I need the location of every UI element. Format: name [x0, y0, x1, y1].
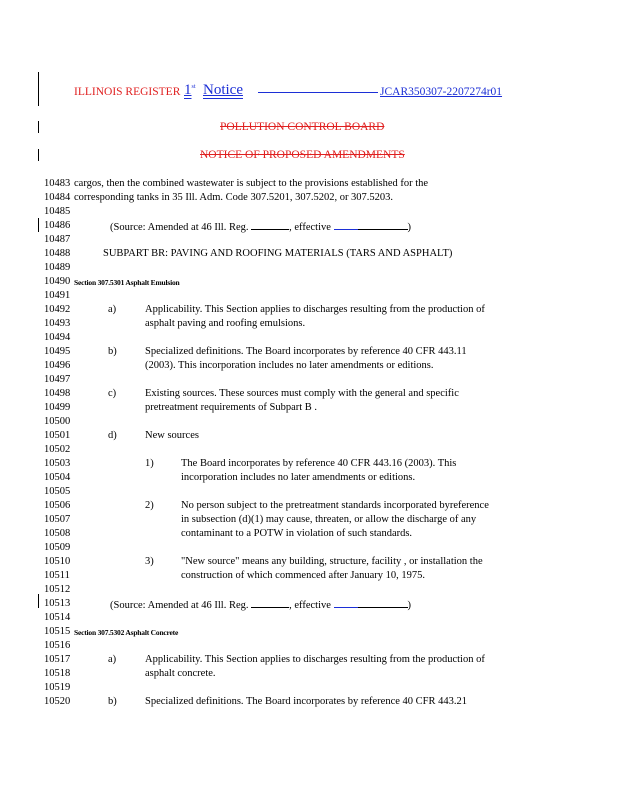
body-text: Specialized definitions. The Board incorporates by reference 40 CFR 443.21 [145, 696, 468, 707]
line-number: 10499 [44, 402, 71, 413]
line-number: 10501 [44, 430, 71, 441]
notice-title: NOTICE OF PROPOSED AMENDMENTS [200, 149, 405, 161]
line-number: 10486 [44, 220, 71, 231]
line-number: 10506 [44, 500, 71, 511]
list-label: c) [108, 388, 117, 399]
line-number: 10516 [44, 640, 71, 651]
effective-blank [334, 219, 358, 230]
body-text: "New source" means any building, structure, facility , or installation the [181, 556, 483, 567]
body-text: (2003). This incorporation includes no later amendments or editions. [145, 360, 434, 371]
line-number: 10513 [44, 598, 71, 609]
board-title: POLLUTION CONTROL BOARD [220, 121, 385, 133]
list-label: 1) [145, 458, 154, 469]
register-title: ILLINOIS REGISTER [74, 86, 181, 98]
body-text: No person subject to the pretreatment standards incorporated byreference [181, 500, 489, 511]
line-number: 10493 [44, 318, 71, 329]
source-text: ll. Reg. [217, 600, 252, 611]
change-bar [38, 594, 39, 608]
body-text: New sources [145, 430, 199, 441]
line-number: 10503 [44, 458, 71, 469]
list-label: b) [108, 346, 117, 357]
body-text: asphalt concrete. [145, 668, 216, 679]
body-text: construction of which commenced after January 10, 1975. [181, 570, 426, 581]
source-text: ) [407, 222, 412, 233]
source-text: ll. Reg. [217, 222, 252, 233]
line-number: 10494 [44, 332, 71, 343]
line-number: 10515 [44, 626, 71, 637]
list-label: 2) [145, 500, 154, 511]
source-text: , effective [289, 600, 334, 611]
body-text: The Board incorporates by reference 40 CFR 443.16 (2003). This [181, 458, 457, 469]
source-note [110, 597, 411, 611]
body-text: pretreatment requirements of Subpart B . [145, 402, 318, 413]
line-number: 10509 [44, 542, 71, 553]
line-number: 10507 [44, 514, 71, 525]
line-number: 10510 [44, 556, 71, 567]
page-number [184, 82, 196, 99]
page-number-value: 1 [184, 82, 192, 98]
effective-blank [334, 597, 358, 608]
list-label: a) [108, 654, 117, 665]
line-number: 10505 [44, 486, 71, 497]
line-number: 10514 [44, 612, 71, 623]
line-number: 10518 [44, 668, 71, 679]
source-text: (Source: Amended at 46 I [110, 222, 218, 233]
body-text: incorporation includes no later amendments or editions. [181, 472, 416, 483]
body-text: Existing sources. These sources must comply with the general and specific [145, 388, 459, 399]
reg-blank [251, 219, 289, 230]
section-heading: Section 307.5301 Asphalt Emulsion [74, 278, 180, 287]
body-text: cargos, then the combined wastewater is subject to the provisions established for the [74, 178, 429, 189]
body-text: Applicability. This Section applies to discharges resulting from the production of [145, 304, 485, 315]
section-heading: Section 307.5302 Asphalt Concrete [74, 628, 179, 637]
line-number: 10495 [44, 346, 71, 357]
line-number: 10520 [44, 696, 71, 707]
change-bar [38, 72, 39, 106]
line-number: 10484 [44, 192, 71, 203]
change-bar [38, 218, 39, 232]
line-number: 10511 [44, 570, 70, 581]
notice-label: Notice [203, 82, 243, 98]
body-text: in subsection (d)(1) may cause, threaten, or allow the discharge of any [181, 514, 477, 525]
line-number: 10490 [44, 276, 71, 287]
line-number: 10502 [44, 444, 71, 455]
effective-blank [358, 597, 408, 608]
list-label: b) [108, 696, 117, 707]
line-number: 10504 [44, 472, 71, 483]
line-number: 10489 [44, 262, 71, 273]
line-number: 10519 [44, 682, 71, 693]
subpart-heading: SUBPART BR: PAVING AND ROOFING MATERIALS (TARS AND ASPHALT) [103, 248, 453, 259]
source-text: ) [407, 600, 412, 611]
list-label: a) [108, 304, 117, 315]
change-bar [38, 121, 39, 133]
jcar-id: JCAR350307-2207274r01 [380, 86, 503, 98]
body-text: contaminant to a POTW in violation of such standards. [181, 528, 413, 539]
line-number: 10485 [44, 206, 71, 217]
effective-blank [358, 219, 408, 230]
body-text: corresponding tanks in 35 Ill. Adm. Code 307.5201, 307.5202, or 307.5203. [74, 192, 394, 203]
line-number: 10508 [44, 528, 71, 539]
change-bar [38, 149, 39, 161]
line-number: 10492 [44, 304, 71, 315]
body-text: Specialized definitions. The Board incorporates by reference 40 CFR 443.11 [145, 346, 467, 357]
body-text: asphalt paving and roofing emulsions. [145, 318, 306, 329]
line-number: 10517 [44, 654, 71, 665]
reg-blank [251, 597, 289, 608]
line-number: 10496 [44, 360, 71, 371]
line-number: 10497 [44, 374, 71, 385]
line-number: 10512 [44, 584, 71, 595]
body-text: Applicability. This Section applies to discharges resulting from the production of [145, 654, 485, 665]
header-rule [258, 92, 378, 93]
list-label: d) [108, 430, 117, 441]
source-text: , effective [289, 222, 334, 233]
line-number: 10488 [44, 248, 71, 259]
source-text: (Source: Amended at 46 I [110, 600, 218, 611]
line-number: 10491 [44, 290, 71, 301]
list-label: 3) [145, 556, 154, 567]
line-number: 10483 [44, 178, 71, 189]
line-number: 10500 [44, 416, 71, 427]
source-note [110, 219, 411, 233]
line-number: 10487 [44, 234, 71, 245]
page-number-suffix: st [191, 84, 196, 90]
line-number: 10498 [44, 388, 71, 399]
